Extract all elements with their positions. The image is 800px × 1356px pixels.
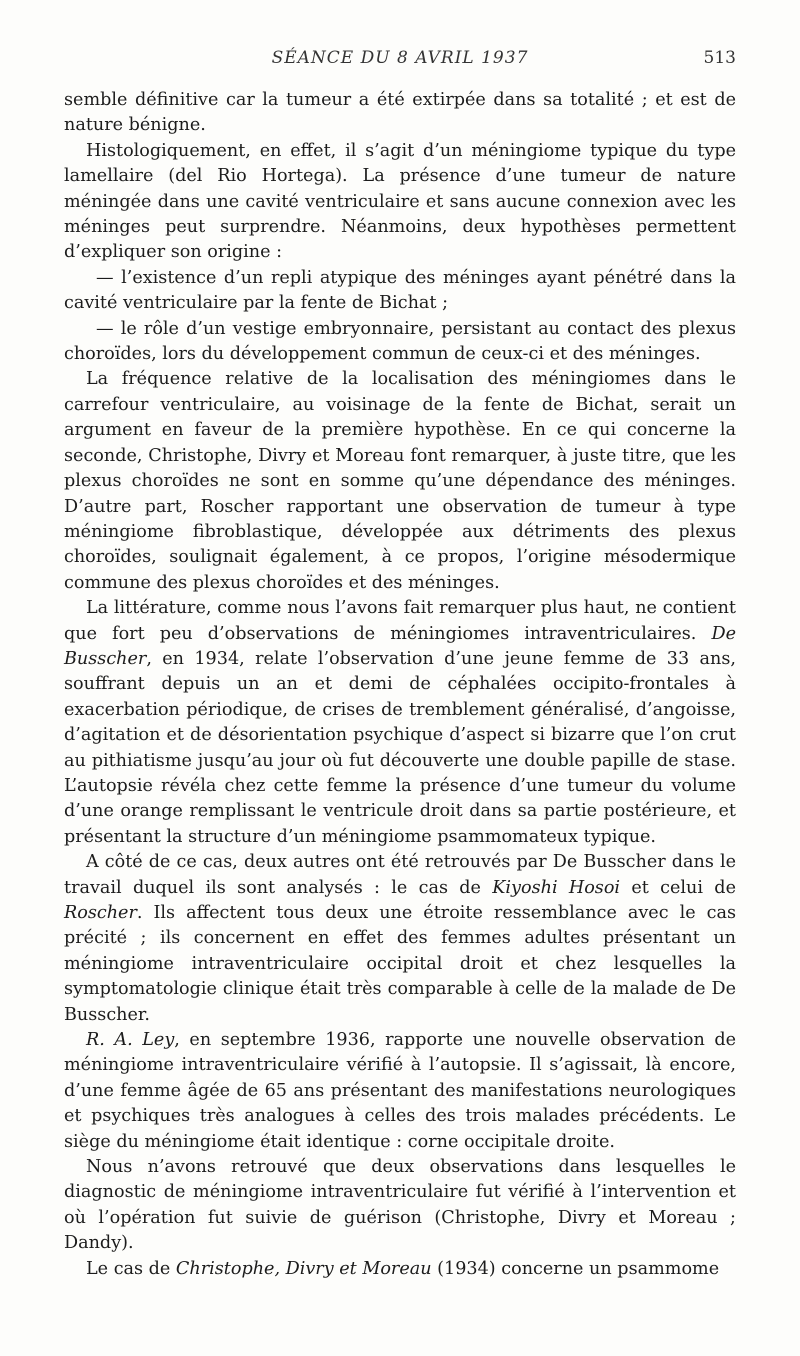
- text-run: A côté de ce cas, deux autres ont été retrouvés par De Busscher dans le travail duquel ils sont analysés : le cas de: [64, 852, 736, 898]
- text-run: La littérature, comme nous l’avons fait remarquer plus haut, ne contient que fort peu d’observations de méningiomes intraventriculaires.: [64, 598, 736, 644]
- body-text: [64, 88, 736, 1282]
- text-run: et celui de: [620, 877, 736, 898]
- paragraph: [64, 1155, 736, 1257]
- paragraph: [64, 596, 736, 850]
- paragraph: [64, 139, 736, 266]
- text-run: Histologiquement, en effet, il s’agit d’un méningiome typique du type lamellaire (del Rio Hortega). La présence d’une tumeur de nature méningée dans une cavité ventriculaire et sans aucune connexion avec les méninges peut surprendre. Néanmoins, deux hypothèses permettent d’expliquer son origine :: [64, 140, 736, 263]
- paragraph: [64, 850, 736, 1028]
- paragraph: [64, 1257, 736, 1282]
- italic-name: Christophe, Divry et Moreau: [175, 1258, 432, 1279]
- text-run: — l’existence d’un repli atypique des méninges ayant pénétré dans la cavité ventriculaire par la fente de Bichat ;: [64, 267, 736, 314]
- paragraph: [64, 1028, 736, 1155]
- paragraph: [64, 317, 736, 368]
- running-title: SÉANCE DU 8 AVRIL 1937: [271, 48, 529, 68]
- text-run: Le cas de: [86, 1258, 176, 1279]
- text-run: semble définitive car la tumeur a été extirpée dans sa totalité ; et est de nature bénigne.: [64, 90, 736, 136]
- text-run: La fréquence relative de la localisation des méningiomes dans le carrefour ventriculaire, au voisinage de la fente de Bichat, serait un argument en faveur de la première hypothèse. En ce qui concerne la seconde, Christophe, Divry et Moreau font remarquer, à juste titre, que les plexus choroïdes ne sont en somme qu’une dépendance des méninges. D’autre part, Roscher rapportant une observation de tumeur à type méningiome fibroblastique, développée aux détriments des plexus choroïdes, soulignait également, à ce propos, l’origine mésodermique commune des plexus choroïdes et des méninges.: [64, 369, 736, 593]
- text-run: (1934) concerne un psammome: [431, 1258, 720, 1279]
- text-run: , en septembre 1936, rapporte une nouvelle observation de méningiome intraventriculaire vérifié à l’autopsie. Il s’agissait, là encore, d’une femme âgée de 65 ans présentant des manifestations neurologiques et psychiques très analogues à celles des trois malades précédents. Le siège du méningiome était identique : corne occipitale droite.: [64, 1030, 736, 1152]
- italic-name: R. A. Ley: [86, 1030, 175, 1051]
- paragraph: [64, 266, 736, 317]
- paragraph: [64, 367, 736, 596]
- text-run: . Ils affectent tous deux une étroite ressemblance avec le cas précité ; ils concernent en effet des femmes adultes présentant un méningiome intraventriculaire occipital droit et chez lesquelles la symptomatologie clinique était très comparable à celle de la malade de De Busscher.: [64, 903, 736, 1025]
- paragraph: [64, 88, 736, 139]
- running-head: [64, 48, 736, 74]
- italic-name: Roscher: [64, 903, 137, 923]
- text-run: , en 1934, relate l’observation d’une jeune femme de 33 ans, souffrant depuis un an et demi de céphalées occipito-frontales à exacerbation périodique, de crises de tremblement généralisé, d’angoisse, d’agitation et de désorientation psychique d’aspect si bizarre que l’on crut au pithiatisme jusqu’au jour où fut découverte une double papille de stase. L’autopsie révéla chez cette femme la présence d’une tumeur du volume d’une orange remplissant le ventricule droit dans sa partie postérieure, et présentant la structure d’un méningiome psammomateux typique.: [64, 648, 736, 847]
- italic-name: Kiyoshi Hosoi: [492, 877, 621, 898]
- italic-name: De Busscher: [64, 623, 736, 669]
- text-run: — le rôle d’un vestige embryonnaire, persistant au contact des plexus choroïdes, lors du développement commun de ceux-ci et des méninges.: [64, 318, 736, 365]
- text-run: Nous n’avons retrouvé que deux observations dans lesquelles le diagnostic de méningiome intraventriculaire fut vérifié à l’intervention et où l’opération fut suivie de guérison (Christophe, Divry et Moreau ; Dandy).: [64, 1157, 736, 1254]
- page-number: 513: [703, 48, 736, 68]
